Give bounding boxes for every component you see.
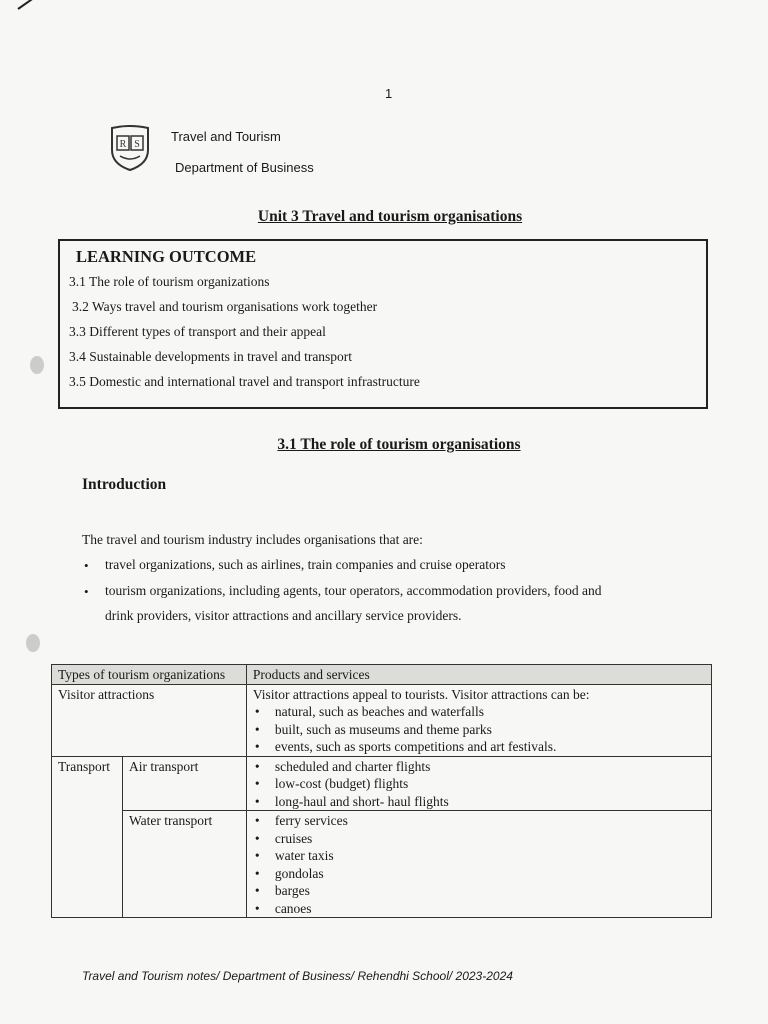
list-item: • ferry services xyxy=(253,812,705,830)
list-item: • events, such as sports competitions and art festivals. xyxy=(253,738,705,756)
table-header-row xyxy=(52,665,712,685)
svg-text:R: R xyxy=(119,139,127,150)
intro-text: The travel and tourism industry includes organisations that are: xyxy=(82,532,423,547)
school-logo xyxy=(108,124,152,172)
bullet-dot: • xyxy=(84,584,89,599)
table-cell-label: Transport xyxy=(52,756,123,918)
visitor-attractions-list xyxy=(253,703,705,756)
page-footer: Travel and Tourism notes/ Department of Business/ Rehendhi School/ 2023-2024 xyxy=(82,969,513,983)
punch-hole xyxy=(30,356,44,374)
bullet-dot: • xyxy=(84,558,89,573)
learning-outcome-heading: LEARNING OUTCOME xyxy=(76,247,257,266)
air-transport-list xyxy=(253,758,705,811)
table-row xyxy=(52,756,712,811)
list-item: • canoes xyxy=(253,900,705,918)
list-item: • cruises xyxy=(253,830,705,848)
table-row xyxy=(52,811,712,918)
intro-bullet: travel organizations, such as airlines, train companies and cruise operators xyxy=(105,557,506,572)
table-cell-content xyxy=(246,756,711,811)
intro-bullet-continuation: drink providers, visitor attractions and ancillary service providers. xyxy=(105,608,462,623)
list-item: • natural, such as beaches and waterfalls xyxy=(253,703,705,721)
list-item: • barges xyxy=(253,882,705,900)
table-cell-content xyxy=(246,684,711,756)
pen-mark xyxy=(17,0,43,10)
table-header-cell: Types of tourism organizations xyxy=(52,665,247,685)
table-row xyxy=(52,684,712,756)
svg-text:S: S xyxy=(134,139,140,150)
page-number: 1 xyxy=(385,86,393,101)
list-item: • built, such as museums and theme parks xyxy=(253,721,705,739)
header-title: Travel and Tourism xyxy=(171,129,281,144)
learning-outcome-item: 3.4 Sustainable developments in travel and transport xyxy=(69,349,353,364)
learning-outcome-item: 3.2 Ways travel and tourism organisations work together xyxy=(72,299,378,314)
learning-outcome-item: 3.3 Different types of transport and their appeal xyxy=(69,324,326,339)
list-item: • gondolas xyxy=(253,865,705,883)
list-item: • low-cost (budget) flights xyxy=(253,775,705,793)
visitor-attractions-intro: Visitor attractions appeal to tourists. Visitor attractions can be: xyxy=(252,686,590,702)
intro-bullet: tourism organizations, including agents, tour operators, accommodation providers, food and xyxy=(105,583,602,598)
table-header-cell: Products and services xyxy=(246,665,711,685)
learning-outcome-item: 3.1 The role of tourism organizations xyxy=(69,274,270,289)
table-cell-label: Visitor attractions xyxy=(52,684,247,756)
tourism-organizations-table xyxy=(51,664,712,918)
list-item: • long-haul and short- haul flights xyxy=(253,793,705,811)
water-transport-list xyxy=(253,812,705,917)
intro-heading: Introduction xyxy=(82,476,167,493)
list-item: • water taxis xyxy=(253,847,705,865)
section-title: 3.1 The role of tourism organisations xyxy=(277,436,521,453)
punch-hole xyxy=(26,634,40,652)
table-cell-label: Water transport xyxy=(122,811,246,918)
header-department: Department of Business xyxy=(175,160,314,175)
table-cell-label: Air transport xyxy=(122,756,246,811)
learning-outcome-box xyxy=(58,239,708,409)
list-item: • scheduled and charter flights xyxy=(253,758,705,776)
learning-outcome-item: 3.5 Domestic and international travel and transport infrastructure xyxy=(69,374,420,389)
table-cell-content xyxy=(246,811,711,918)
unit-title: Unit 3 Travel and tourism organisations xyxy=(257,208,523,225)
